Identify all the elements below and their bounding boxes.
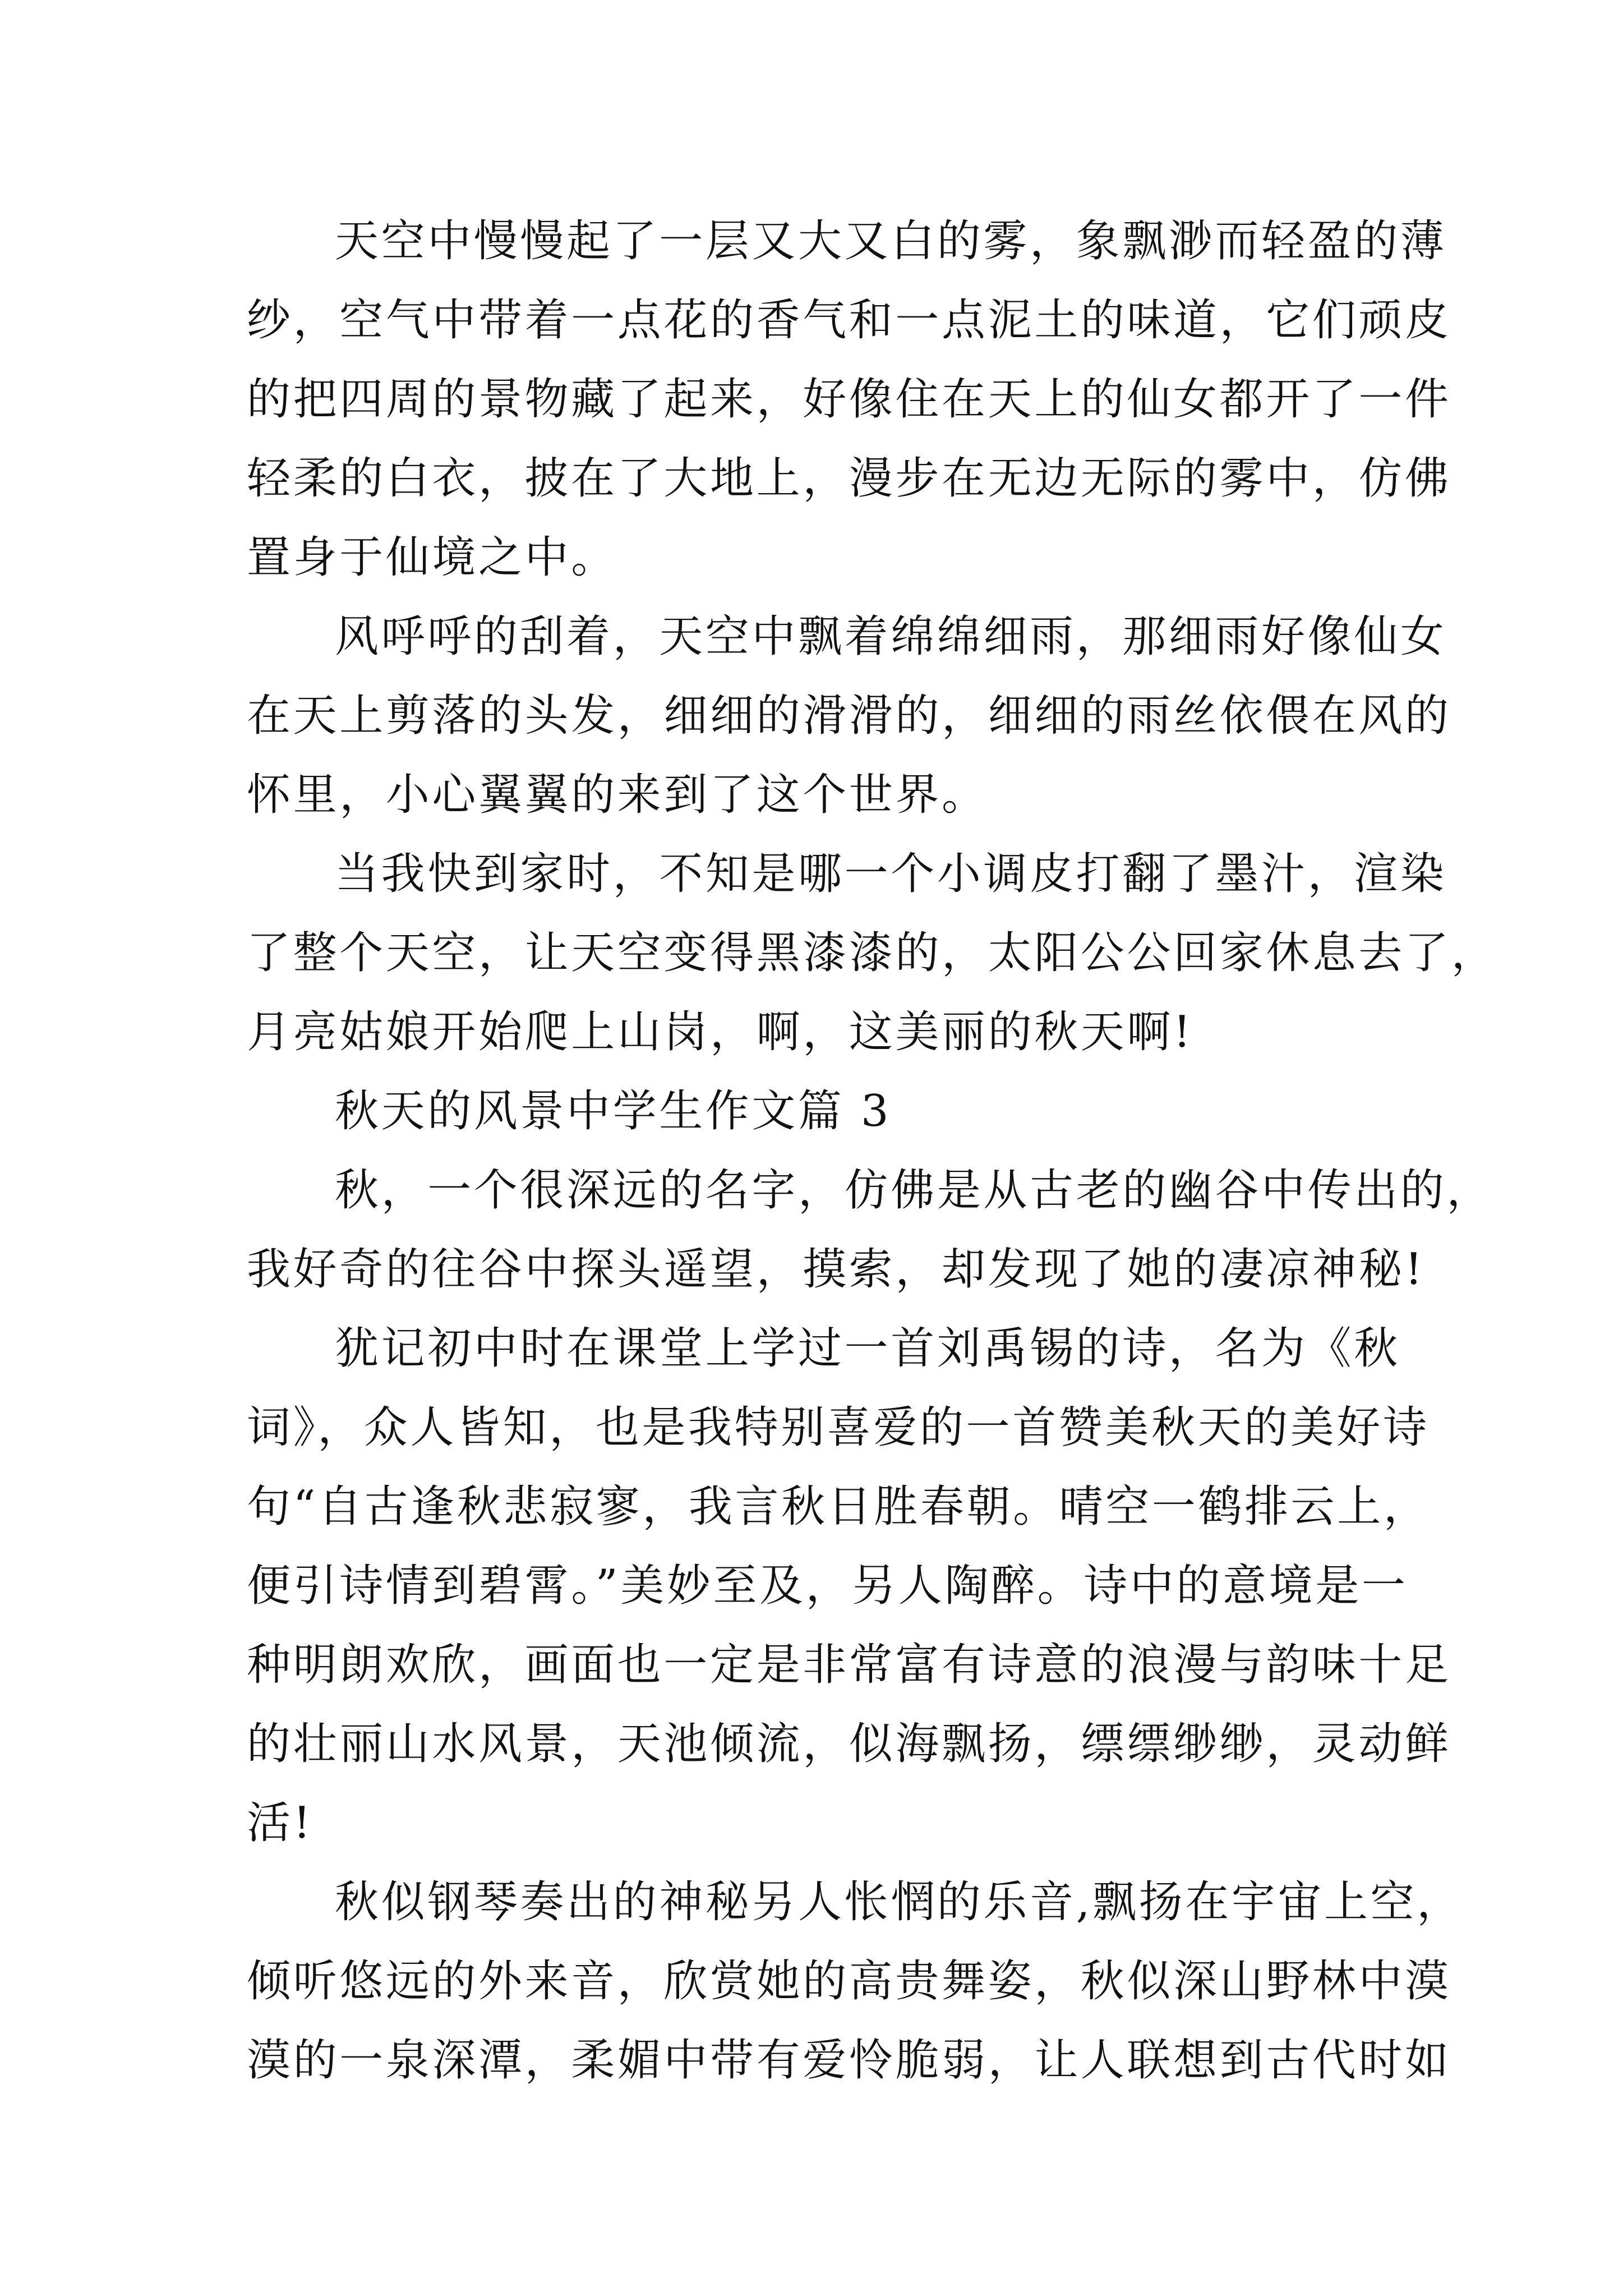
text-line: 天空中慢慢起了一层又大又白的雾，象飘渺而轻盈的薄	[335, 216, 1447, 266]
text-line: 怀里，小心翼翼的来到了这个世界。	[247, 770, 988, 820]
document-body	[247, 202, 1498, 2100]
text-line: 当我快到家时，不知是哪一个小调皮打翻了墨汁，渲染	[335, 849, 1447, 899]
text-line: 的把四周的景物藏了起来，好像住在天上的仙女都开了一件	[247, 374, 1451, 425]
text-line: 了整个天空，让天空变得黑漆漆的，太阳公公回家休息去了，	[247, 928, 1498, 978]
text-line: 的壮丽山水风景，天池倾流，似海飘扬，缥缥缈缈，灵动鲜	[247, 1719, 1451, 1769]
section-heading: 秋天的风景中学生作文篇 3	[335, 1086, 892, 1137]
text-line: 倾听悠远的外来音，欣赏她的高贵舞姿，秋似深山野林中漠	[247, 1956, 1451, 2007]
text-line: 秋似钢琴奏出的神秘另人怅惘的乐音,飘扬在宇宙上空，	[335, 1877, 1463, 1927]
text-line: 句“自古逢秋悲寂寥，我言秋日胜春朝。晴空一鹤排云上，	[247, 1481, 1430, 1532]
text-line: 月亮姑娘开始爬上山岗，啊，这美丽的秋天啊!	[247, 1007, 1193, 1057]
text-line: 风呼呼的刮着，天空中飘着绵绵细雨，那细雨好像仙女	[335, 611, 1447, 662]
text-line: 在天上剪落的头发，细细的滑滑的，细细的雨丝依偎在风的	[247, 691, 1451, 741]
text-line: 种明朗欢欣，画面也一定是非常富有诗意的浪漫与韵味十足	[247, 1640, 1451, 1690]
text-line: 置身于仙境之中。	[247, 532, 617, 583]
text-line: 纱，空气中带着一点花的香气和一点泥土的味道，它们顽皮	[247, 295, 1451, 346]
text-line: 秋，一个很深远的名字，仿佛是从古老的幽谷中传出的，	[335, 1165, 1493, 1216]
text-line: 我好奇的往谷中探头遥望，摸索，却发现了她的凄凉神秘!	[247, 1244, 1425, 1295]
text-line: 犹记初中时在课堂上学过一首刘禹锡的诗，名为《秋	[335, 1323, 1400, 1374]
text-line: 活!	[247, 1798, 313, 1848]
text-line: 便引诗情到碧霄。”美妙至及，另人陶醉。诗中的意境是一	[247, 1561, 1408, 1611]
text-line: 漠的一泉深潭，柔媚中带有爱怜脆弱，让人联想到古代时如	[247, 2035, 1451, 2086]
text-line: 轻柔的白衣，披在了大地上，漫步在无边无际的雾中，仿佛	[247, 453, 1451, 504]
text-line: 词》，众人皆知，也是我特别喜爱的一首赞美秋天的美好诗	[247, 1402, 1430, 1453]
